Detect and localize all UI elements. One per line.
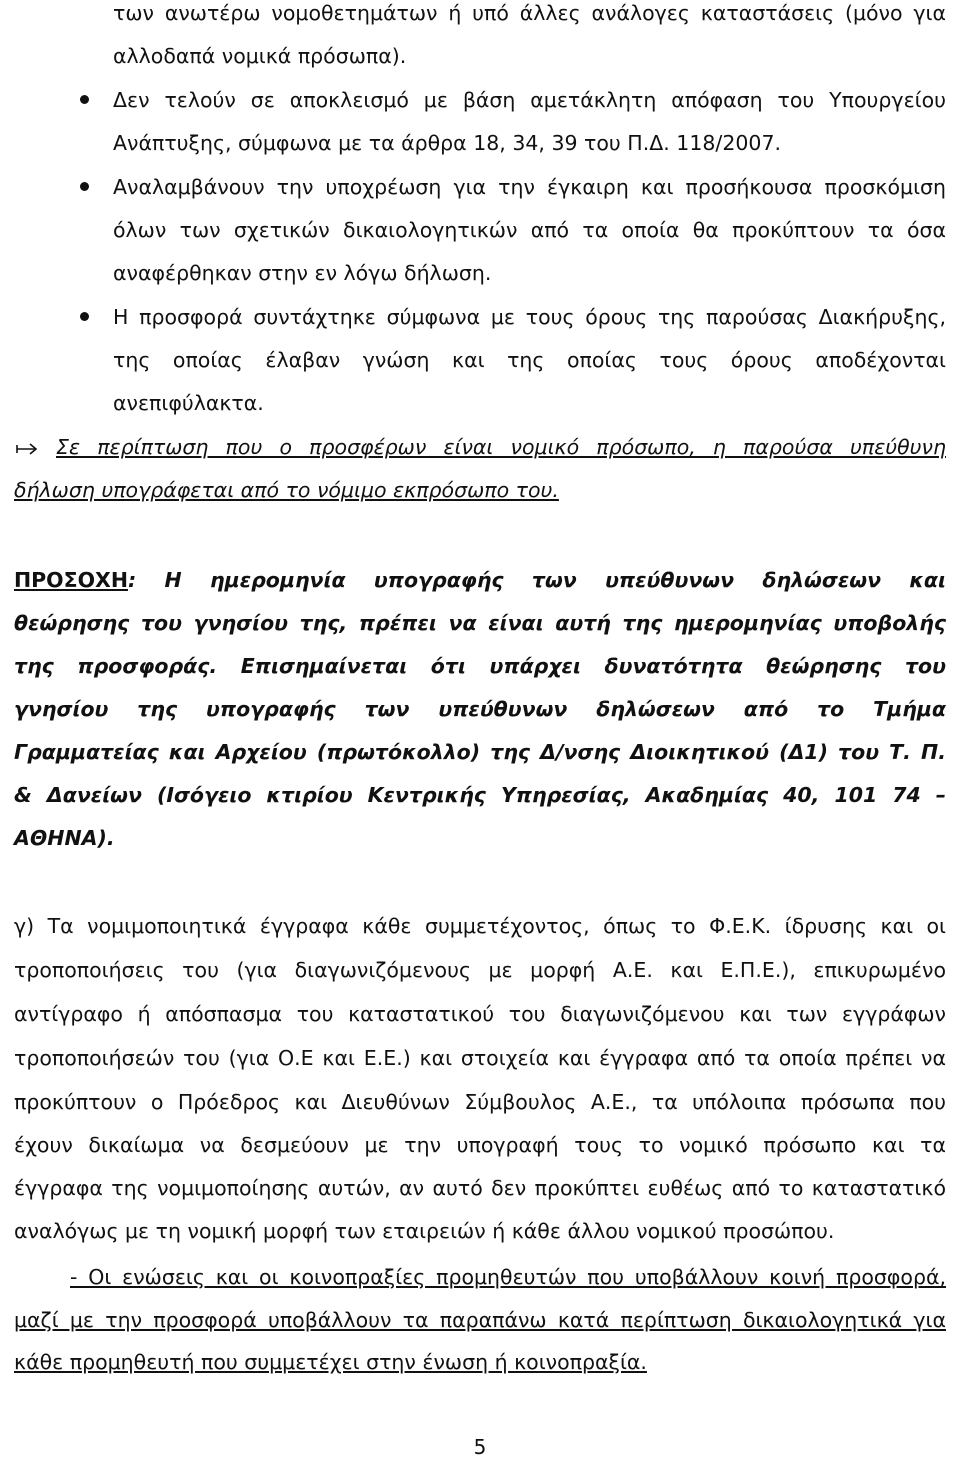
section-g-line-1: γ) Τα νομιμοποιητικά έγγραφα κάθε συμμετέχοντος, όπως το Φ.Ε.Κ. ίδρυσης και οι [14, 914, 946, 938]
bullet-2-line-2: όλων των σχετικών δικαιολογητικών από τα οποία θα προκύπτουν τα όσα [113, 218, 946, 242]
bullet-1-line-1: Δεν τελούν σε αποκλεισμό με βάση αμετάκλητη απόφαση του Υπουργείου [113, 88, 946, 112]
attention-line-1-text: : Η ημερομηνία υπογραφής των υπεύθυνων δηλώσεων και [128, 568, 946, 592]
bullet-3-line-2: της οποίας έλαβαν γνώση και της οποίας τους όρους αποδέχονται [113, 348, 946, 372]
section-g-line-4: τροποποιήσεών του (για Ο.Ε και Ε.Ε.) και στοιχεία και έγγραφα από τα οποία πρέπει να [14, 1046, 946, 1070]
bullet-2-line-3: αναφέρθηκαν στην εν λόγω δήλωση. [113, 261, 492, 285]
section-g-line-3: αντίγραφο ή απόσπασμα του καταστατικού του διαγωνιζόμενου και των εγγράφων [14, 1002, 946, 1026]
note-line-2: δήλωση υπογράφεται από το νόμιμο εκπρόσωπο του. [14, 478, 559, 502]
section-g-line-8: αναλόγως με τη νομική μορφή των εταιρειών ή κάθε άλλου νομικού προσώπου. [14, 1219, 835, 1243]
section-g-line-7: έγγραφα της νομιμοποίησης αυτών, αν αυτό δεν προκύπτει ευθέως από το καταστατικό [14, 1176, 946, 1200]
bullet-3-line-3: ανεπιφύλακτα. [113, 391, 264, 415]
joint-venture-line-3: κάθε προμηθευτή που συμμετέχει στην ένωση ή κοινοπραξία. [14, 1350, 647, 1374]
bullet-icon [80, 182, 89, 191]
attention-line-2: θεώρησης του γνησίου της, πρέπει να είναι αυτή της ημερομηνίας υποβολής [14, 611, 946, 635]
bullet-icon [80, 312, 89, 321]
intro-line-2: αλλοδαπά νομικά πρόσωπα). [113, 44, 407, 68]
bullet-3-line-1: Η προσφορά συντάχτηκε σύμφωνα με τους όρους της παρούσας Διακήρυξης, [113, 305, 946, 329]
intro-line-1: των ανωτέρω νομοθετημάτων ή υπό άλλες ανάλογες καταστάσεις (μόνο για [113, 1, 946, 25]
attention-line-7: ΑΘΗΝΑ). [14, 826, 115, 850]
bullet-1-line-2: Ανάπτυξης, σύμφωνα με τα άρθρα 18, 34, 39 του Π.Δ. 118/2007. [113, 131, 782, 155]
attention-line-6: & Δανείων (Ισόγειο κτιρίου Κεντρικής Υπηρεσίας, Ακαδημίας 40, 101 74 – [14, 783, 946, 807]
bullet-2-line-1: Αναλαμβάνουν την υποχρέωση για την έγκαιρη και προσήκουσα προσκόμιση [113, 175, 946, 199]
section-g-line-2: τροποποιήσεις του (για διαγωνιζόμενους με μορφή Α.Ε. και Ε.Π.Ε.), επικυρωμένο [14, 958, 946, 982]
section-g-line-5: προκύπτουν ο Πρόεδρος και Διευθύνων Σύμβουλος Α.Ε., τα υπόλοιπα πρόσωπα που [14, 1090, 946, 1114]
attention-line-4: γνησίου της υπογραφής των υπεύθυνων δηλώσεων από το Τμήμα [14, 697, 946, 721]
note-line-1: Σε περίπτωση που ο προσφέρων είναι νομικό πρόσωπο, η παρούσα υπεύθυνη [56, 435, 946, 459]
joint-venture-line-2: μαζί με την προσφορά υποβάλλουν τα παραπάνω κατά περίπτωση δικαιολογητικά για [14, 1308, 946, 1332]
joint-venture-line-1: - Οι ενώσεις και οι κοινοπραξίες προμηθευτών που υποβάλλουν κοινή προσφορά, [70, 1265, 946, 1289]
attention-line-5: Γραμματείας και Αρχείου (πρωτόκολλο) της Δ/νσης Διοικητικού (Δ1) του Τ. Π. [14, 740, 946, 764]
bullet-icon [80, 95, 89, 104]
arrow-right-icon [16, 441, 40, 457]
attention-line-3: της προσφοράς. Επισημαίνεται ότι υπάρχει δυνατότητα θεώρησης του [14, 654, 946, 678]
section-g-line-6: έχουν δικαίωμα να δεσμεύουν με την υπογραφή τους το νομικό πρόσωπο και τα [14, 1133, 946, 1157]
attention-label: ΠΡΟΣΟΧΗ [14, 568, 129, 592]
attention-line-1 [14, 566, 946, 594]
page-number: 5 [473, 1435, 487, 1459]
